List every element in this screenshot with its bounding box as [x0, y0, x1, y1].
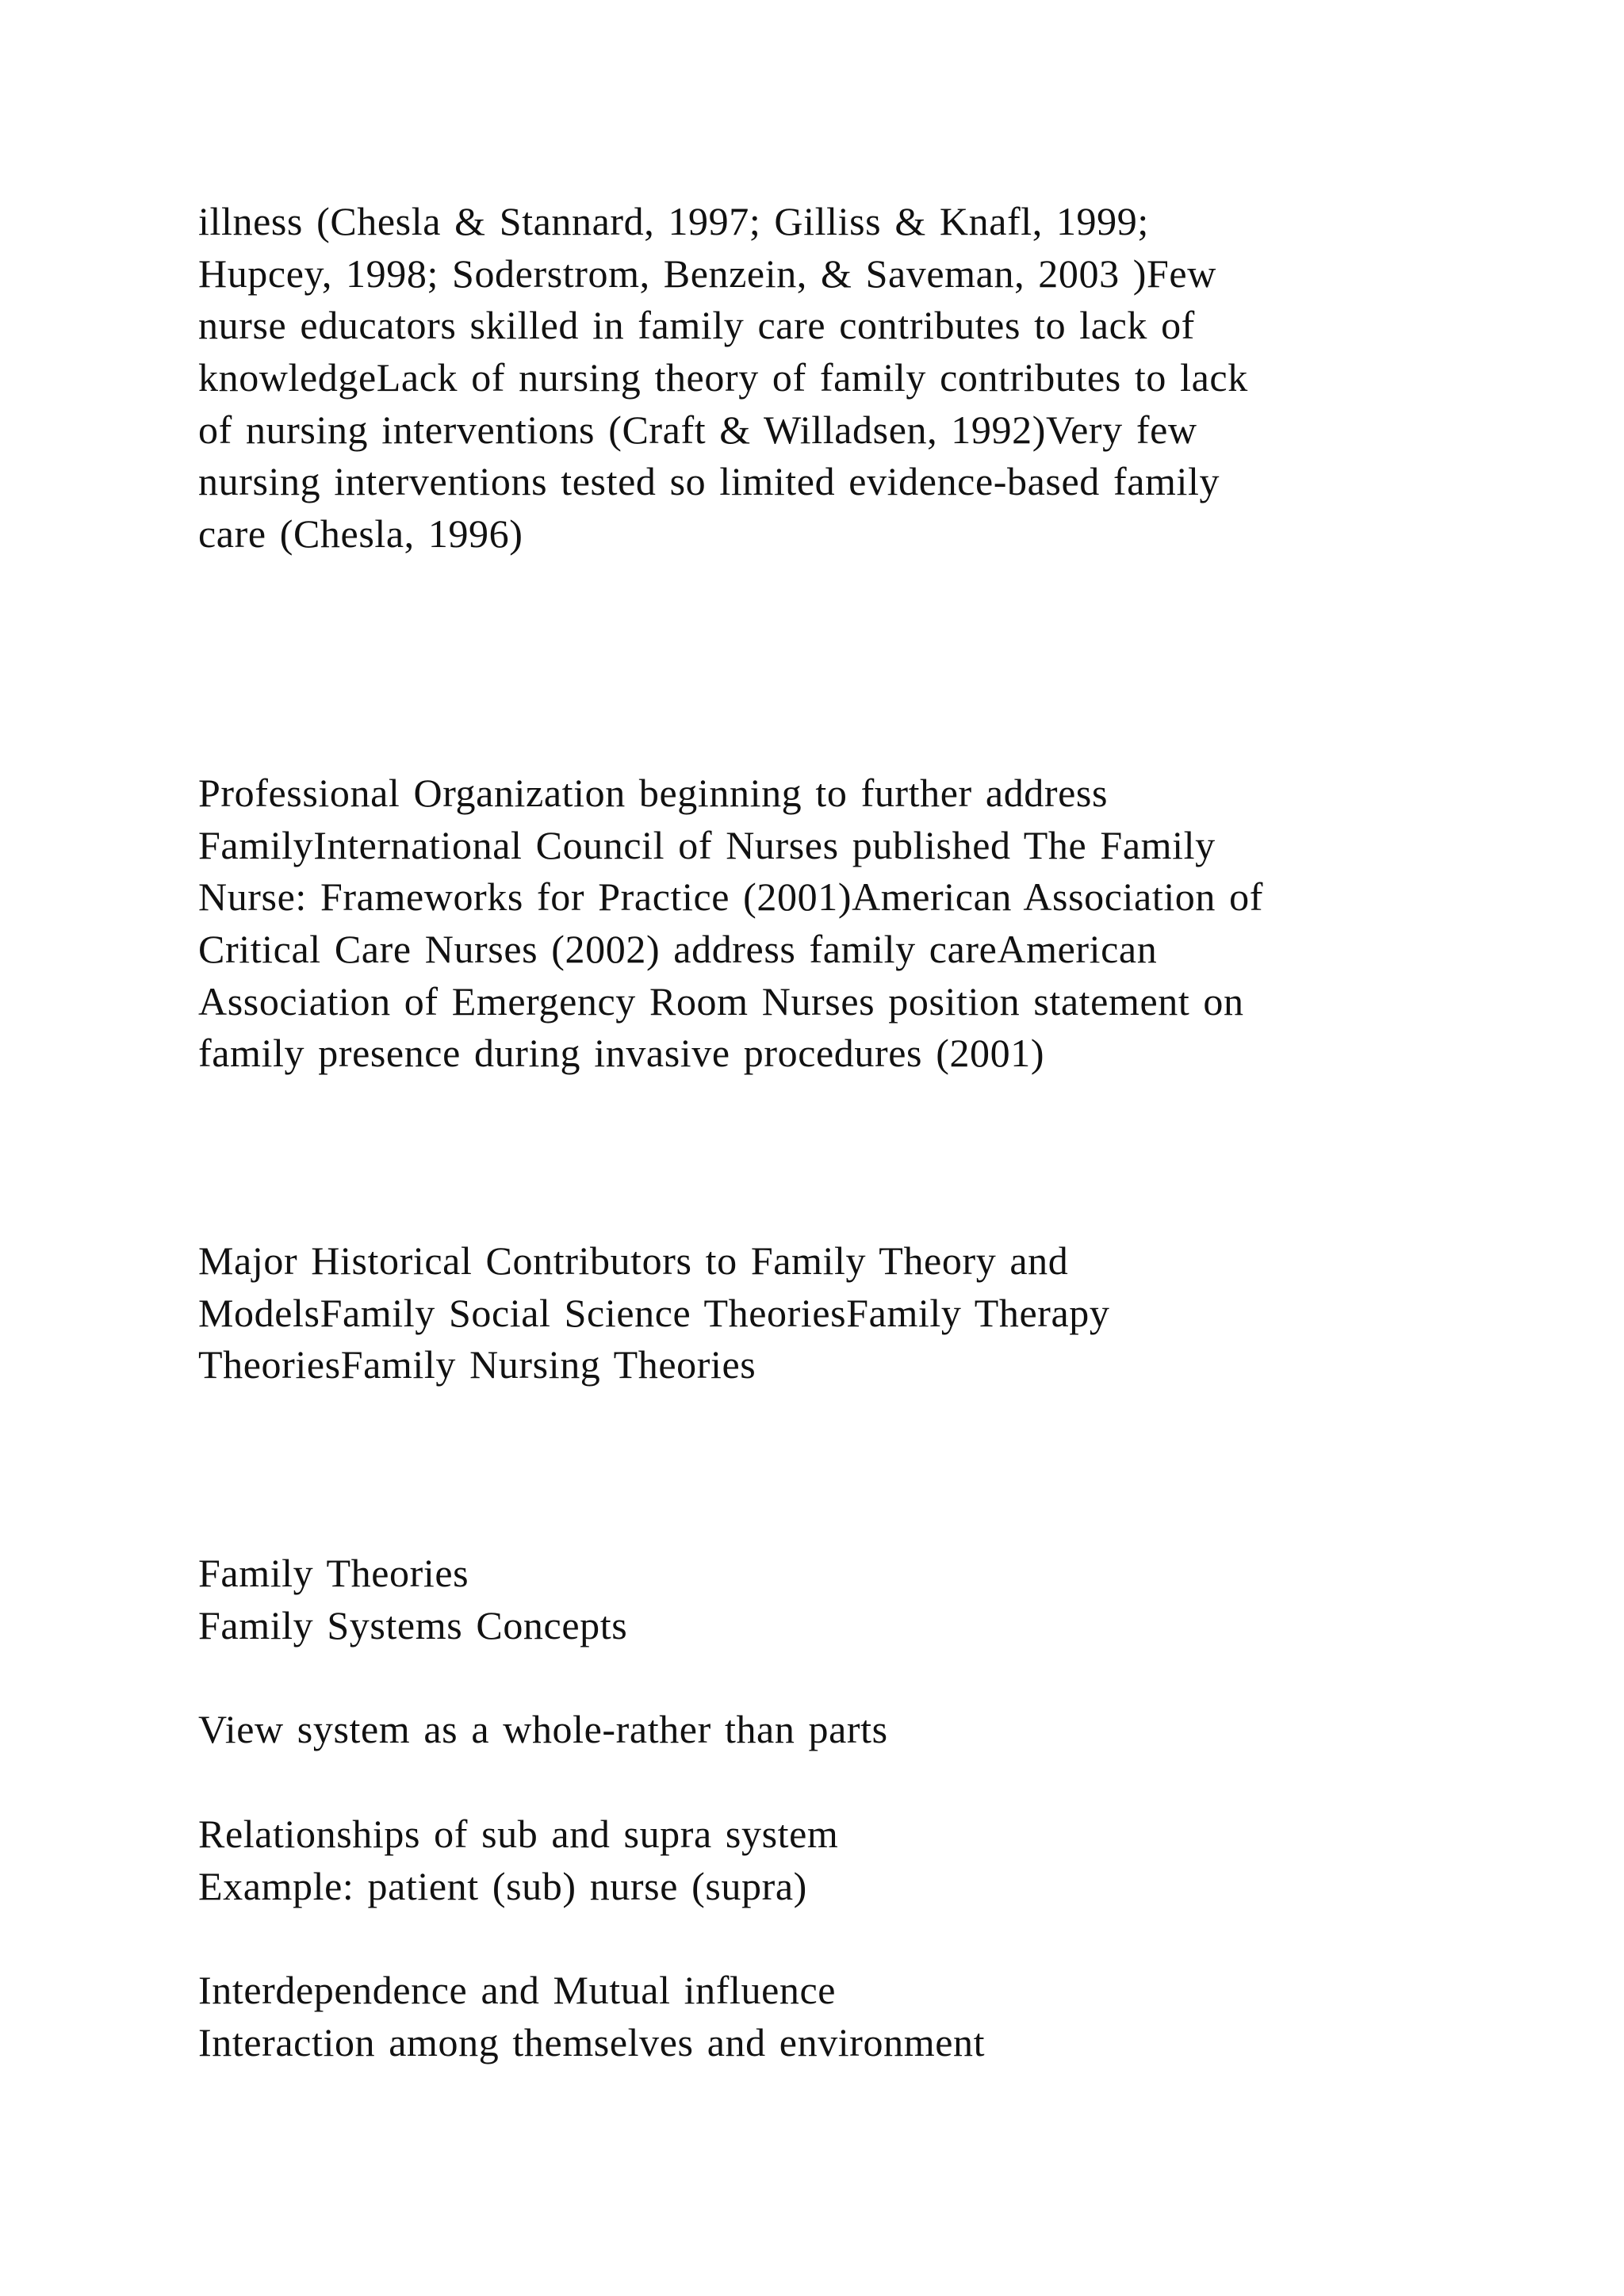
text-line: View system as a whole-rather than parts: [198, 1707, 888, 1751]
text-line: nursing interventions tested so limited evidence-based family: [198, 459, 1220, 504]
text-line: family presence during invasive procedures (2001): [198, 1031, 1045, 1076]
text-line: Nurse: Frameworks for Practice (2001)American Association of: [198, 874, 1263, 920]
text-line: illness (Chesla & Stannard, 1997; Gilliss & Knafl, 1999;: [198, 199, 1149, 243]
paragraph-historical-contributors: [198, 1235, 1499, 1391]
paragraph-professional-organizations: [198, 767, 1499, 1080]
text-line: Example: patient (sub) nurse (supra): [198, 1863, 807, 1908]
text-line: TheoriesFamily Nursing Theories: [198, 1342, 756, 1387]
text-line: FamilyInternational Council of Nurses published The Family: [198, 822, 1216, 867]
paragraph-family-care-barriers: [198, 196, 1499, 561]
text-line: Relationships of sub and supra system: [198, 1812, 839, 1856]
text-line: Family Theories: [198, 1551, 469, 1595]
text-line: Professional Organization beginning to further address: [198, 771, 1109, 815]
text-line: Association of Emergency Room Nurses position statement on: [198, 978, 1244, 1024]
text-line: ModelsFamily Social Science TheoriesFamily Therapy: [198, 1290, 1110, 1335]
text-line: nurse educators skilled in family care contributes to lack of: [198, 303, 1195, 348]
text-line: Family Systems Concepts: [198, 1602, 628, 1647]
text-line: Interaction among themselves and environment: [198, 2019, 986, 2064]
text-line: Hupcey, 1998; Soderstrom, Benzein, & Saveman, 2003 )Few: [198, 251, 1216, 296]
text-line: knowledgeLack of nursing theory of family contributes to lack: [198, 355, 1248, 400]
text-line: Interdependence and Mutual influence: [198, 1968, 837, 2012]
paragraph-sub-supra-system: [198, 1808, 1499, 1912]
paragraph-system-as-whole: [198, 1704, 1499, 1756]
heading-family-theories: [198, 1548, 1499, 1651]
paragraph-interdependence: [198, 1965, 1499, 2068]
text-line: care (Chesla, 1996): [198, 511, 523, 557]
text-line: of nursing interventions (Craft & Willadsen, 1992)Very few: [198, 407, 1197, 452]
text-line: Critical Care Nurses (2002) address family careAmerican: [198, 927, 1158, 972]
text-line: Major Historical Contributors to Family Theory and: [198, 1238, 1069, 1283]
